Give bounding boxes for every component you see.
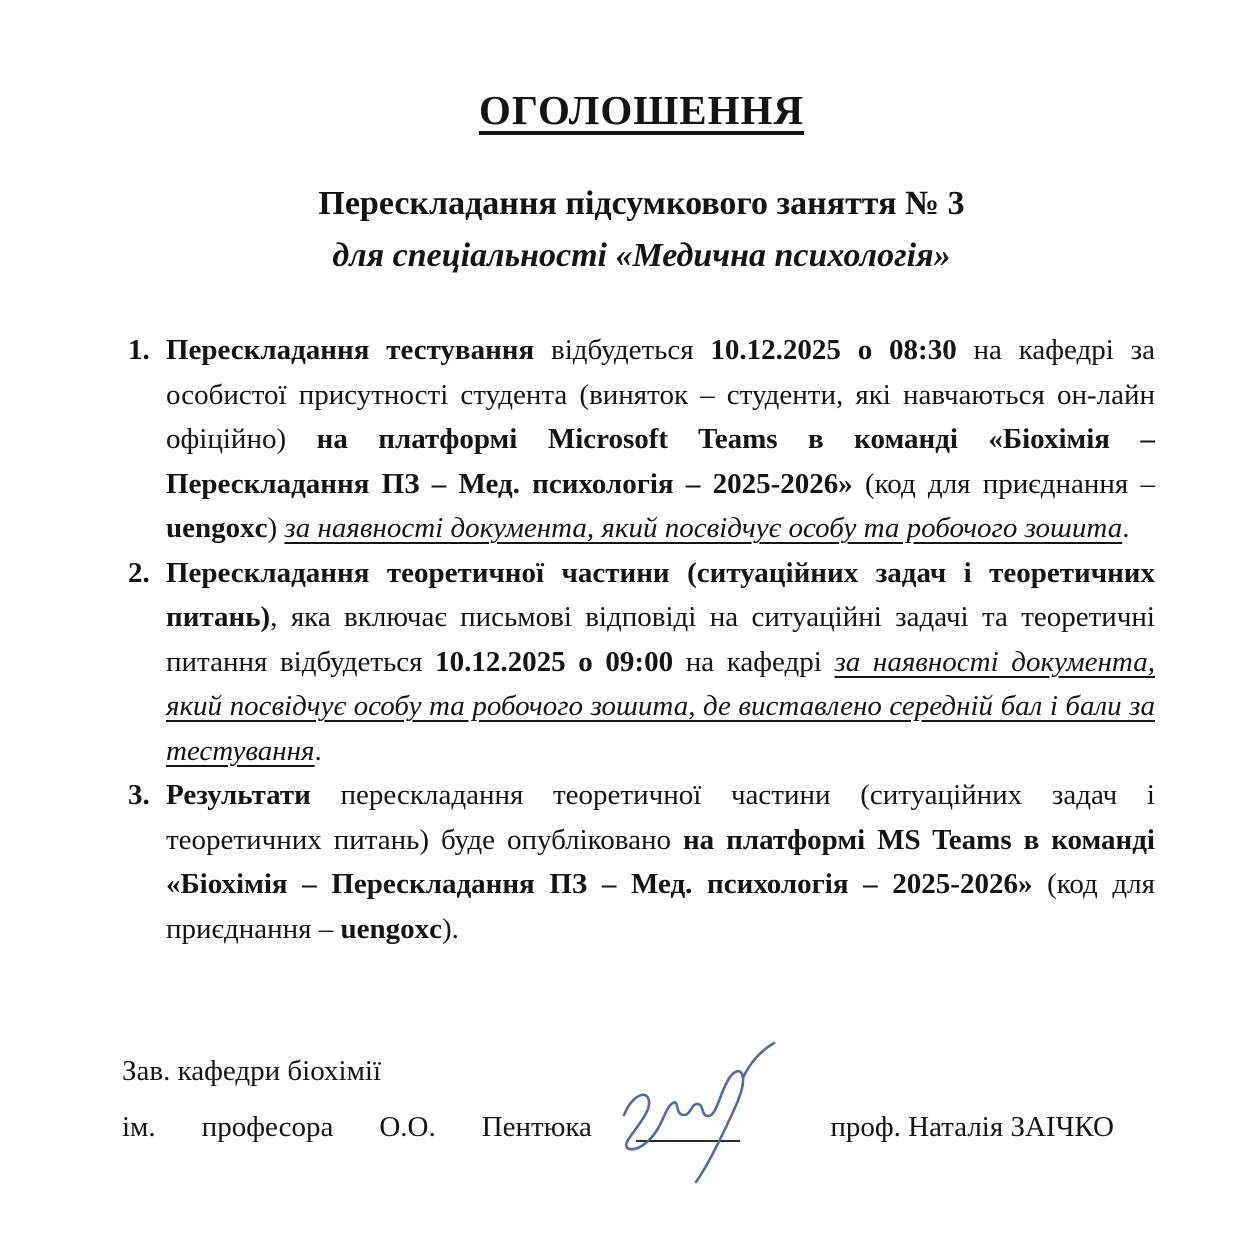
text-run: (код для приєднання –: [166, 868, 1155, 945]
subtitle-line-1: Перескладання підсумкового заняття № 3: [318, 185, 965, 222]
text-run: відбудеться: [534, 334, 711, 366]
text-run: Перескладання теоретичної частини (ситуаційних задач і теоретичних питань): [166, 556, 1155, 633]
item-paragraph: [166, 557, 1155, 767]
page-title-text: ОГОЛОШЕННЯ: [478, 87, 804, 133]
text-run: .: [1122, 512, 1130, 544]
item-paragraph: [166, 779, 1155, 945]
item-number: 2.: [128, 556, 150, 589]
text-run: (код для приєднання –: [852, 467, 1155, 500]
signature-name-line: [122, 1105, 1114, 1149]
text-run: на кафедрі: [673, 645, 835, 678]
signature-name: проф. Наталія ЗАІЧКО: [830, 1111, 1114, 1143]
list-item: [128, 773, 1155, 951]
page-title: [128, 86, 1155, 134]
text-run: за наявності документа, який посвідчує особу та робочого зошита: [284, 512, 1123, 544]
text-run: Перескладання тестування: [166, 334, 535, 366]
text-run: uengoxc: [340, 912, 443, 945]
text-run: uengoxc: [166, 512, 268, 544]
text-run: ).: [442, 912, 459, 945]
text-run: на кафедрі за особистої присутності студента (виняток – студенти, які навчаються он-лайн офіційно): [166, 334, 1155, 455]
signature-word: ім.: [122, 1111, 156, 1143]
text-run: на платформі MS Teams в команді «Біохімія – Перескладання ПЗ – Мед. психологія – 2025-2026»: [166, 823, 1155, 900]
signature-scribble: [606, 1037, 778, 1187]
item-number: 1.: [128, 334, 150, 366]
text-run: ): [267, 512, 285, 544]
signature-left-words: [122, 1105, 592, 1149]
list-item: [128, 551, 1155, 774]
text-run: за наявності документа, який посвідчує особу та робочого зошита, де виставлено середній бал і бали за тестування: [166, 645, 1155, 767]
item-number: 3.: [128, 779, 150, 811]
signature-role-line: Зав. кафедри біохімії: [122, 1055, 382, 1087]
text-run: 10.12.2025 о 08:30: [710, 334, 957, 366]
signature-word: Пентюка: [481, 1111, 592, 1143]
document-content: [122, 86, 1155, 1149]
item-paragraph: [166, 334, 1155, 544]
text-run: 10.12.2025 о 09:00: [435, 645, 674, 678]
numbered-list: [128, 328, 1155, 951]
signature-word: О.О.: [379, 1111, 436, 1143]
signature-word: професора: [201, 1111, 334, 1143]
text-run: на платформі Microsoft Teams в команді «Біохімія – Перескладання ПЗ – Мед. психологія – 2025-2026»: [166, 423, 1155, 500]
signature-area: [606, 1105, 778, 1149]
text-run: перескладання теоретичної частини (ситуаційних задач і теоретичних питань) буде опубліковано: [166, 779, 1155, 856]
text-run: .: [314, 734, 322, 767]
text-run: , яка включає письмові відповіді на ситуаційні задачі та теоретичні питання відбудеться: [166, 601, 1155, 678]
subtitle-line-2: для спеціальності «Медична психологія»: [332, 237, 951, 274]
signature-block: [122, 1049, 1155, 1149]
text-run: Результати: [166, 779, 311, 811]
list-item: [128, 328, 1155, 551]
